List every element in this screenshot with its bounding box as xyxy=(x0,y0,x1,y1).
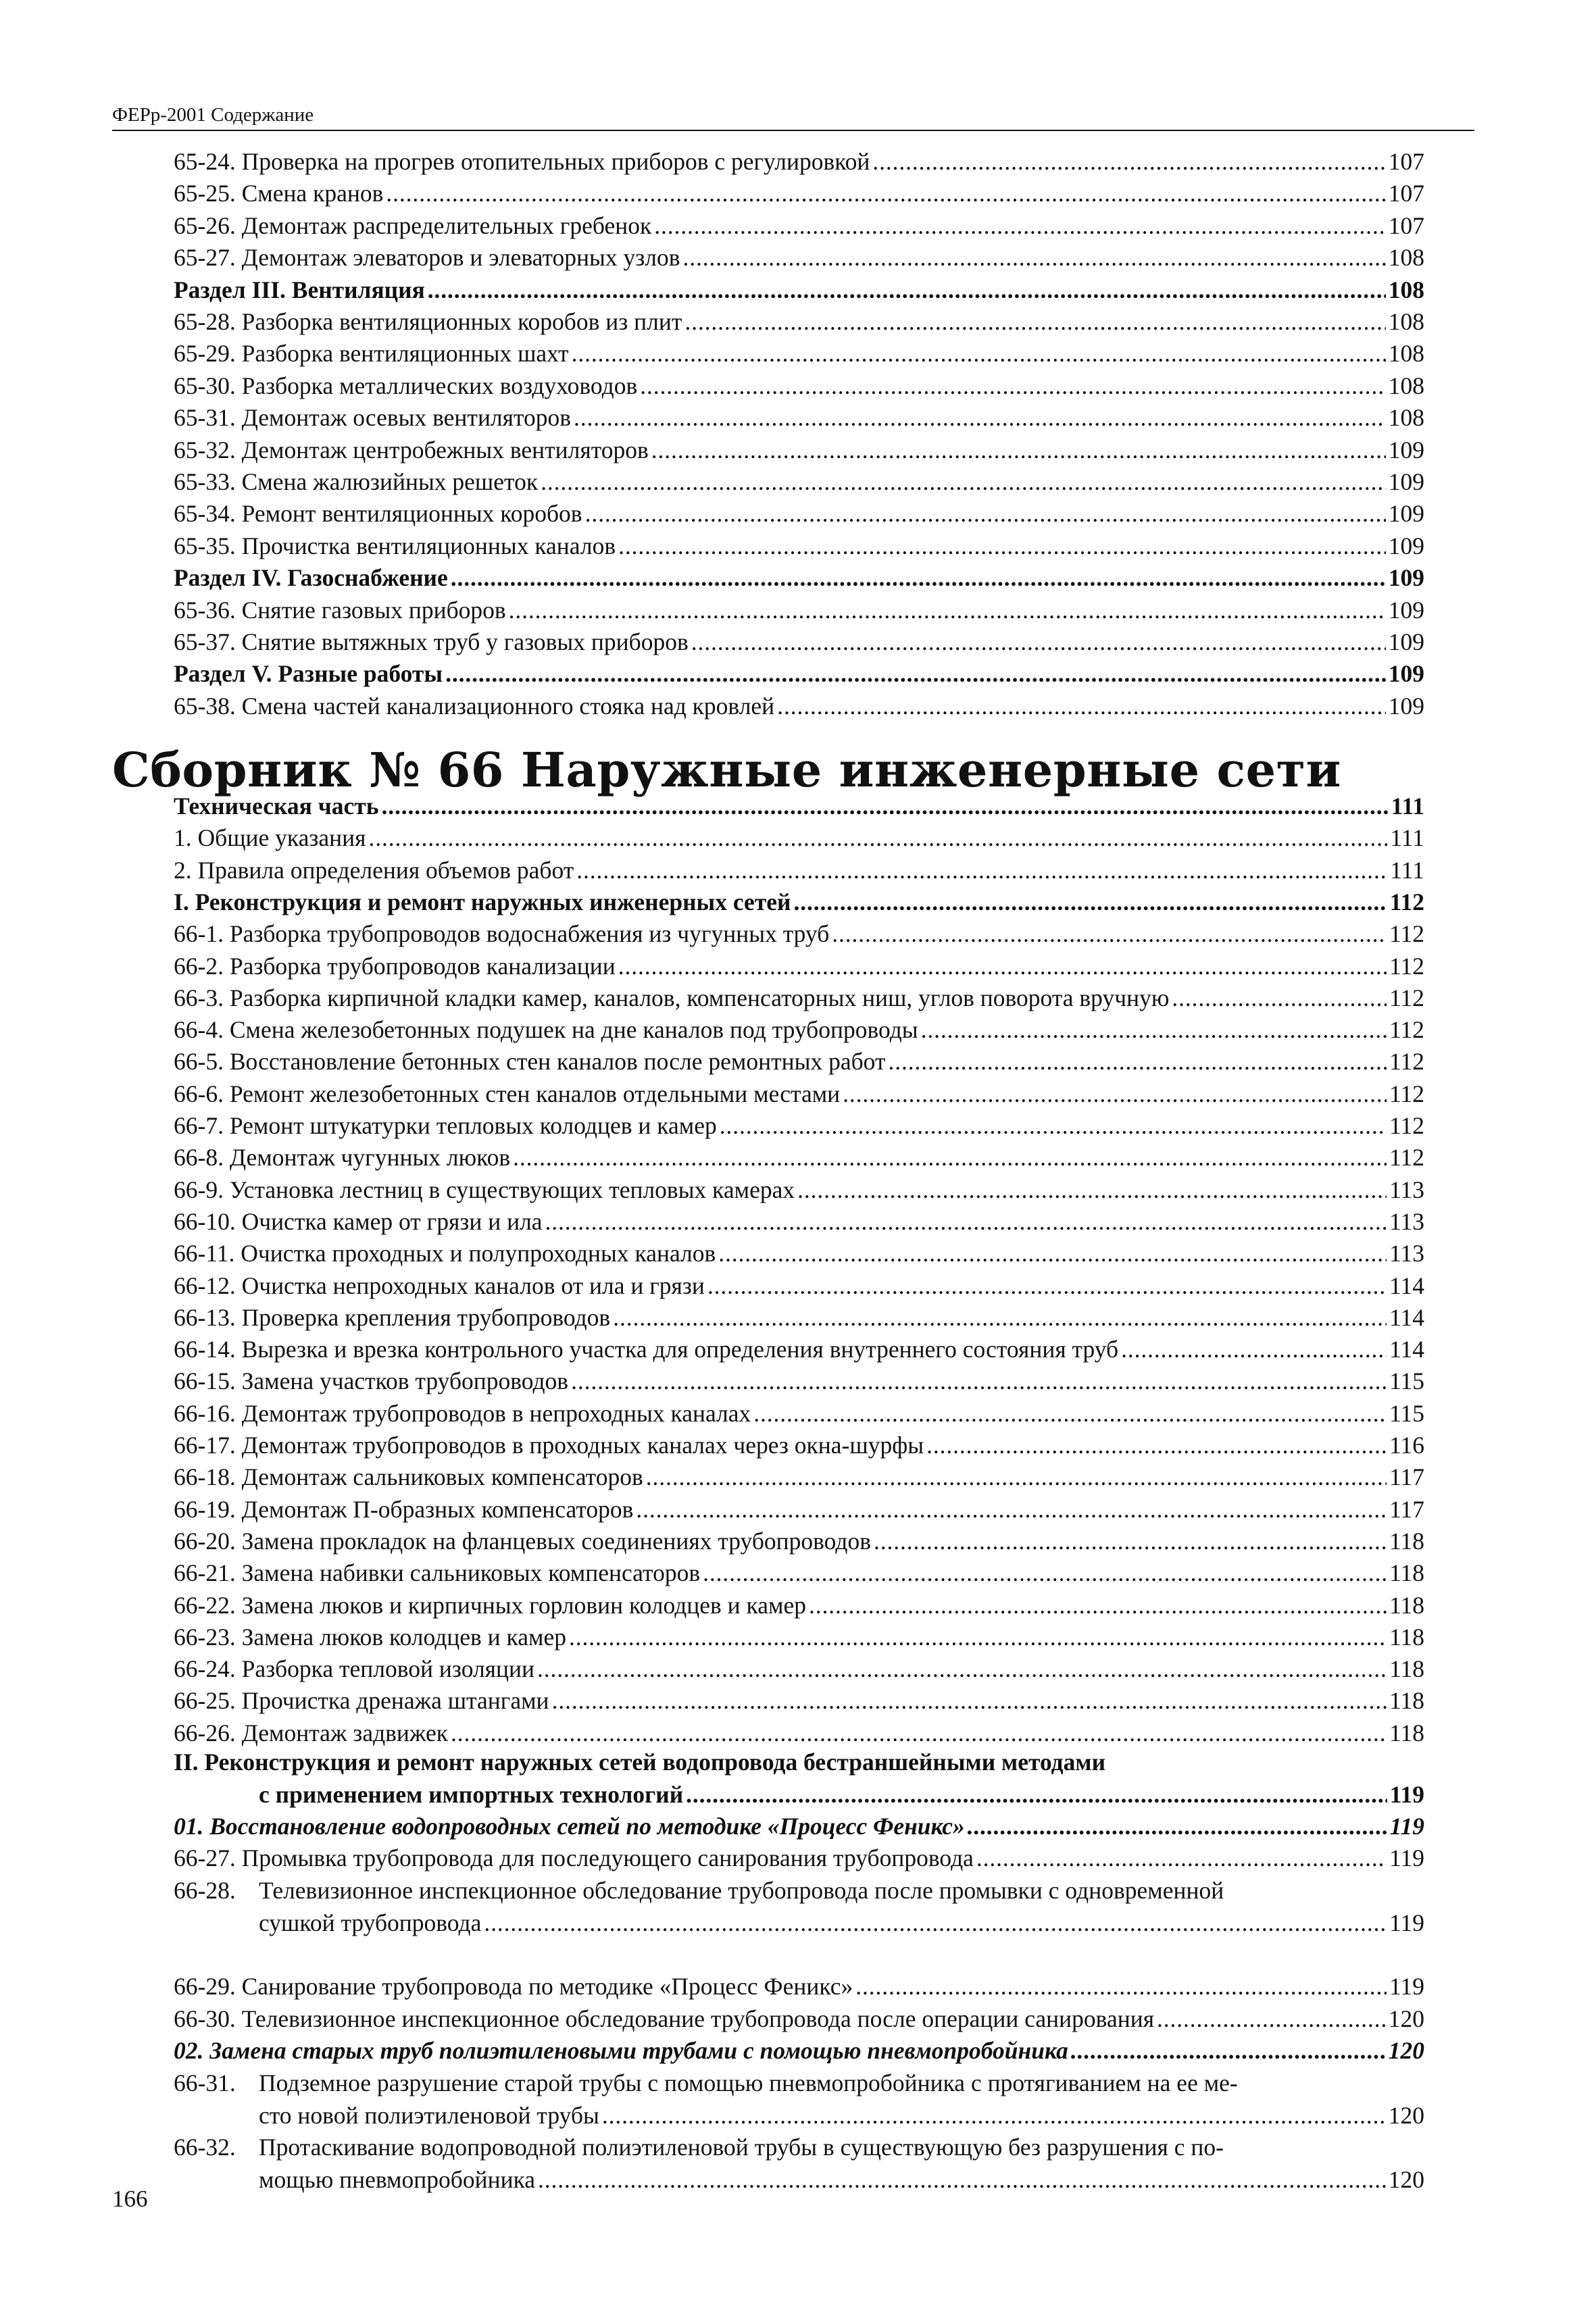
toc-entry-title: 65-34. Ремонт вентиляционных коробов xyxy=(174,500,582,527)
dot-leader xyxy=(369,822,1388,853)
toc-entry-title: мощью пневмопробойника xyxy=(259,2166,536,2193)
toc-entry-66-31-number: 66-31. xyxy=(174,2069,236,2096)
subsection-02 xyxy=(174,2035,1424,2066)
toc-entry-page: 112 xyxy=(1389,1144,1424,1171)
toc-entry-title: 66-2. Разборка трубопроводов канализации xyxy=(174,953,616,980)
toc-entry xyxy=(174,1110,1424,1141)
toc-entry-page: 115 xyxy=(1389,1367,1424,1394)
dot-leader xyxy=(574,402,1386,433)
dot-leader xyxy=(718,1238,1387,1269)
toc-entry-title: 66-14. Вырезка и врезка контрольного участка для определения внутреннего состояния труб xyxy=(174,1336,1119,1363)
dot-leader xyxy=(855,1971,1387,2002)
dot-leader xyxy=(451,562,1386,593)
toc-entry-page: 112 xyxy=(1389,888,1424,915)
toc-entry-title: 66-16. Демонтаж трубопроводов в непроходных каналах xyxy=(174,1400,751,1427)
dot-leader xyxy=(618,951,1387,982)
dot-leader xyxy=(686,1779,1387,1810)
toc-entry xyxy=(174,338,1424,369)
toc-entry-title: Раздел IV. Газоснабжение xyxy=(174,564,448,591)
toc-entry xyxy=(174,1078,1424,1109)
toc-entry-page: 112 xyxy=(1389,953,1424,980)
toc-entry xyxy=(174,1174,1424,1205)
dot-leader xyxy=(968,1811,1387,1842)
toc-entry-title: 66-8. Демонтаж чугунных люков xyxy=(174,1144,511,1171)
dot-leader xyxy=(654,210,1386,241)
toc-entry xyxy=(174,146,1424,177)
dot-leader xyxy=(484,1907,1387,1938)
toc-entry-title: 66-5. Восстановление бетонных стен каналов после ремонтных работ xyxy=(174,1048,886,1075)
toc-entry-page: 108 xyxy=(1388,404,1424,431)
toc-entry xyxy=(174,690,1424,722)
dot-leader xyxy=(926,1430,1387,1461)
toc-entry xyxy=(174,1302,1424,1333)
toc-entry-page: 107 xyxy=(1388,148,1424,175)
toc-entry-page: 119 xyxy=(1389,1844,1424,1871)
toc-entry xyxy=(174,918,1424,949)
toc-entry-page: 107 xyxy=(1388,212,1424,239)
toc-entry-title: 65-36. Снятие газовых приборов xyxy=(174,597,506,624)
toc-entry-page: 109 xyxy=(1388,532,1424,559)
toc-entry xyxy=(174,1461,1424,1492)
section-heading xyxy=(174,886,1424,917)
toc-entry-page: 113 xyxy=(1389,1240,1424,1267)
toc-entry-page: 118 xyxy=(1389,1624,1424,1651)
dot-leader xyxy=(572,338,1386,369)
dot-leader xyxy=(1172,982,1387,1013)
toc-entry-title: I. Реконструкция и ремонт наружных инженерных сетей xyxy=(174,888,791,915)
dot-leader xyxy=(513,1142,1387,1173)
subsection-01 xyxy=(174,1811,1424,1842)
toc-entry xyxy=(174,210,1424,241)
toc-entry-66-28 xyxy=(259,1907,1424,1938)
dot-leader xyxy=(569,1621,1387,1653)
dot-leader xyxy=(552,1685,1387,1716)
dot-leader xyxy=(428,274,1386,305)
toc-entry-title: Раздел V. Разные работы xyxy=(174,660,443,687)
dot-leader xyxy=(888,1046,1387,1077)
toc-entry xyxy=(174,1206,1424,1237)
toc-entry-page: 109 xyxy=(1388,660,1424,687)
toc-entry-title: 65-24. Проверка на прогрев отопительных приборов с регулировкой xyxy=(174,148,870,175)
toc-entry-page: 112 xyxy=(1389,1016,1424,1043)
toc-entry-title: 65-26. Демонтаж распределительных гребенок xyxy=(174,212,652,239)
toc-entry-title: 66-20. Замена прокладок на фланцевых соединениях трубопроводов xyxy=(174,1528,871,1555)
running-header: ФЕРр-2001 Содержание xyxy=(112,104,314,126)
toc-entry-title: 66-17. Демонтаж трубопроводов в проходных каналах через окна-шурфы xyxy=(174,1432,924,1459)
toc-entry-title: с применением импортных технологий xyxy=(259,1781,684,1808)
toc-entry xyxy=(174,595,1424,626)
toc-entry xyxy=(174,466,1424,497)
toc-entry-title: 66-11. Очистка проходных и полупроходных каналов xyxy=(174,1240,716,1267)
dot-leader xyxy=(691,626,1386,657)
dot-leader xyxy=(707,1270,1387,1301)
toc-entry-page: 118 xyxy=(1389,1528,1424,1555)
toc-entry-title: 65-37. Снятие вытяжных труб у газовых приборов xyxy=(174,628,689,655)
section-heading xyxy=(174,658,1424,689)
toc-entry-page: 108 xyxy=(1388,308,1424,335)
toc-entry-title: 65-27. Демонтаж элеваторов и элеваторных узлов xyxy=(174,244,680,271)
toc-entry-page: 119 xyxy=(1389,1781,1424,1808)
toc-entry-page: 119 xyxy=(1389,1909,1424,1936)
toc-entry-page: 112 xyxy=(1389,1048,1424,1075)
toc-entry-title: 66-12. Очистка непроходных каналов от ила и грязи xyxy=(174,1272,705,1299)
toc-entry-title: 65-25. Смена кранов xyxy=(174,180,384,207)
dot-leader xyxy=(538,2164,1386,2195)
dot-leader xyxy=(618,530,1386,561)
toc-entry-title: 66-19. Демонтаж П-образных компенсаторов xyxy=(174,1496,634,1523)
toc-entry-page: 108 xyxy=(1388,372,1424,399)
toc-entry-page: 119 xyxy=(1389,1813,1424,1840)
toc-entry-title: 66-26. Демонтаж задвижек xyxy=(174,1719,448,1746)
toc-entry-page: 111 xyxy=(1391,793,1424,820)
toc-entry-page: 112 xyxy=(1389,1112,1424,1139)
toc-entry-title: 65-28. Разборка вентиляционных коробов из плит xyxy=(174,308,682,335)
toc-entry xyxy=(174,1334,1424,1365)
toc-entry-title: сто новой полиэтиленовой трубы xyxy=(259,2102,599,2129)
dot-leader xyxy=(872,146,1385,177)
dot-leader xyxy=(793,886,1387,917)
toc-entry-page: 117 xyxy=(1389,1496,1424,1523)
toc-entry xyxy=(174,1557,1424,1588)
dot-leader xyxy=(576,855,1387,886)
toc-entry-page: 114 xyxy=(1389,1336,1424,1363)
toc-entry-title: 66-23. Замена люков колодцев и камер xyxy=(174,1624,566,1651)
toc-entry-title: 65-33. Смена жалюзийных решеток xyxy=(174,468,539,495)
toc-entry-title: 66-27. Промывка трубопровода для последующего санирования трубопровода xyxy=(174,1844,974,1871)
toc-entry xyxy=(174,1653,1424,1684)
toc-entry-title: 66-3. Разборка кирпичной кладки камер, каналов, компенсаторных ниш, углов поворота вручную xyxy=(174,984,1170,1011)
dot-leader xyxy=(976,1842,1387,1873)
toc-entry xyxy=(174,306,1424,337)
toc-entry-66-29 xyxy=(174,1971,1424,2002)
toc-entry xyxy=(174,1717,1424,1749)
toc-entry xyxy=(174,1526,1424,1557)
dot-leader xyxy=(445,658,1386,689)
dot-leader xyxy=(809,1590,1387,1621)
toc-entry xyxy=(174,530,1424,561)
dot-leader xyxy=(545,1206,1387,1237)
toc-entry-title: 01. Восстановление водопроводных сетей по методике «Процесс Феникс» xyxy=(174,1813,965,1840)
toc-entry-page: 109 xyxy=(1388,693,1424,720)
toc-entry-title: 66-29. Санирование трубопровода по методике «Процесс Феникс» xyxy=(174,1973,853,2000)
toc-entry-title: 2. Правила определения объемов работ xyxy=(174,857,574,884)
dot-leader xyxy=(537,1653,1387,1684)
toc-entry xyxy=(174,242,1424,273)
toc-entry-page: 116 xyxy=(1389,1432,1424,1459)
toc-entry xyxy=(174,626,1424,657)
toc-entry-66-28-number: 66-28. xyxy=(174,1877,236,1904)
dot-leader xyxy=(843,1078,1387,1109)
toc-entry xyxy=(174,951,1424,982)
toc-entry-page: 107 xyxy=(1388,180,1424,207)
toc-entry-page: 108 xyxy=(1388,276,1424,303)
toc-entry xyxy=(174,822,1424,853)
dot-leader xyxy=(585,498,1386,529)
toc-entry-66-32-number: 66-32. xyxy=(174,2134,236,2161)
toc-entry-title: 1. Общие указания xyxy=(174,824,366,851)
dot-leader xyxy=(1157,2003,1386,2034)
toc-entry-page: 109 xyxy=(1388,597,1424,624)
toc-entry xyxy=(174,1590,1424,1621)
toc-entry xyxy=(174,370,1424,401)
toc-entry-title: 66-15. Замена участков трубопроводов xyxy=(174,1367,569,1394)
dot-leader xyxy=(646,1461,1387,1492)
toc-entry xyxy=(174,1238,1424,1269)
toc-entry-66-31-line1: Подземное разрушение старой трубы с помощью пневмопробойника с протягиванием на ее ме- xyxy=(259,2069,1238,2096)
toc-entry-page: 118 xyxy=(1389,1592,1424,1619)
toc-entry-page: 109 xyxy=(1388,436,1424,463)
section-heading xyxy=(174,562,1424,593)
section-ii-heading-line1: II. Реконструкция и ремонт наружных сетей водопровода бестраншейными методами xyxy=(174,1749,1106,1776)
toc-entry-title: 65-31. Демонтаж осевых вентиляторов xyxy=(174,404,572,431)
dot-leader xyxy=(509,595,1386,626)
dot-leader xyxy=(777,690,1386,722)
toc-entry-page: 120 xyxy=(1388,2037,1424,2064)
toc-entry xyxy=(174,1621,1424,1653)
toc-entry-page: 114 xyxy=(1389,1304,1424,1331)
toc-entry-title: 66-18. Демонтаж сальниковых компенсаторов xyxy=(174,1463,643,1490)
toc-entry xyxy=(174,402,1424,433)
toc-entry-title: 66-22. Замена люков и кирпичных горловин колодцев и камер xyxy=(174,1592,806,1619)
dot-leader xyxy=(684,306,1385,337)
toc-entry-page: 120 xyxy=(1388,2166,1424,2193)
toc-entry-title: 65-29. Разборка вентиляционных шахт xyxy=(174,340,569,367)
toc-entry-page: 120 xyxy=(1388,2005,1424,2032)
toc-entry-page: 109 xyxy=(1388,564,1424,591)
toc-entry-page: 118 xyxy=(1389,1655,1424,1682)
toc-entry-title: 65-30. Разборка металлических воздуховодов xyxy=(174,372,638,399)
toc-entry xyxy=(174,1142,1424,1173)
dot-leader xyxy=(703,1557,1387,1588)
toc-entry-page: 109 xyxy=(1388,500,1424,527)
dot-leader xyxy=(571,1365,1387,1397)
toc-entry-title: 66-30. Телевизионное инспекционное обследование трубопровода после операции санирования xyxy=(174,2005,1155,2032)
toc-entry xyxy=(174,434,1424,466)
toc-entry-66-28-line1: Телевизионное инспекционное обследование трубопровода после промывки с одновременной xyxy=(259,1877,1224,1904)
toc-entry-66-31 xyxy=(259,2100,1424,2131)
toc-entry-title: 65-32. Демонтаж центробежных вентиляторов xyxy=(174,436,649,463)
toc-entry-page: 118 xyxy=(1389,1687,1424,1714)
toc-entry-title: 65-38. Смена частей канализационного стояка над кровлей xyxy=(174,693,775,720)
dot-leader xyxy=(720,1110,1387,1141)
toc-entry-title: 66-24. Разборка тепловой изоляции xyxy=(174,1655,535,1682)
toc-entry-66-30 xyxy=(174,2003,1424,2034)
toc-entry xyxy=(174,178,1424,209)
toc-entry-page: 114 xyxy=(1389,1272,1424,1299)
toc-entry-title: Раздел III. Вентиляция xyxy=(174,276,425,303)
dot-leader xyxy=(832,918,1387,949)
toc-entry xyxy=(174,1430,1424,1461)
toc-entry-title: 66-10. Очистка камер от грязи и ила xyxy=(174,1208,543,1235)
toc-entry-title: 66-7. Ремонт штукатурки тепловых колодцев и камер xyxy=(174,1112,717,1139)
toc-entry-title: 66-4. Смена железобетонных подушек на дне каналов под трубопроводы xyxy=(174,1016,918,1043)
toc-entry-page: 112 xyxy=(1389,920,1424,947)
collection-title: Сборник № 66 Наружные инженерные сети xyxy=(112,742,1341,798)
dot-leader xyxy=(602,2100,1386,2131)
toc-entry xyxy=(174,1046,1424,1077)
dot-leader xyxy=(541,466,1386,497)
dot-leader xyxy=(451,1717,1387,1749)
dot-leader xyxy=(651,434,1386,466)
page-number: 166 xyxy=(112,2186,148,2212)
section-heading xyxy=(174,274,1424,305)
toc-entry-page: 112 xyxy=(1389,1080,1424,1107)
dot-leader xyxy=(1121,1334,1387,1365)
dot-leader xyxy=(386,178,1385,209)
toc-entry-title: 66-9. Установка лестниц в существующих тепловых камерах xyxy=(174,1176,795,1203)
toc-entry xyxy=(174,498,1424,529)
dot-leader xyxy=(683,242,1386,273)
toc-entry-page: 115 xyxy=(1389,1400,1424,1427)
toc-entry-page: 108 xyxy=(1388,244,1424,271)
toc-entry-page: 113 xyxy=(1389,1176,1424,1203)
toc-entry-title: 02. Замена старых труб полиэтиленовыми трубами с помощью пневмопробойника xyxy=(174,2037,1068,2064)
toc-entry-page: 117 xyxy=(1389,1463,1424,1490)
toc-entry-page: 109 xyxy=(1388,628,1424,655)
dot-leader xyxy=(874,1526,1387,1557)
toc-entry-page: 111 xyxy=(1390,824,1424,851)
toc-entry xyxy=(174,855,1424,886)
dot-leader xyxy=(753,1398,1387,1429)
dot-leader xyxy=(640,370,1386,401)
dot-leader xyxy=(613,1302,1387,1333)
toc-entry xyxy=(174,1494,1424,1525)
toc-entry-page: 108 xyxy=(1388,340,1424,367)
dot-leader xyxy=(797,1174,1387,1205)
toc-entry-title: сушкой трубопровода xyxy=(259,1909,482,1936)
toc-entry xyxy=(174,1685,1424,1716)
toc-entry xyxy=(174,1270,1424,1301)
toc-entry-title: 66-13. Проверка крепления трубопроводов xyxy=(174,1304,611,1331)
toc-entry-66-27 xyxy=(174,1842,1424,1873)
toc-entry-66-32-line1: Протаскивание водопроводной полиэтиленовой трубы в существующую без разрушения с по- xyxy=(259,2134,1224,2161)
toc-entry-page: 119 xyxy=(1389,1973,1424,2000)
dot-leader xyxy=(921,1014,1387,1045)
toc-entry-title: Техническая часть xyxy=(174,793,379,820)
header-rule xyxy=(112,130,1474,131)
section-ii-heading xyxy=(259,1779,1424,1810)
toc-entry-title: 66-1. Разборка трубопроводов водоснабжения из чугунных труб xyxy=(174,920,830,947)
toc-entry xyxy=(174,1014,1424,1045)
dot-leader xyxy=(636,1494,1387,1525)
toc-entry-title: 66-6. Ремонт железобетонных стен каналов отдельными местами xyxy=(174,1080,841,1107)
toc-entry-page: 118 xyxy=(1389,1719,1424,1746)
toc-entry-title: 66-21. Замена набивки сальниковых компенсаторов xyxy=(174,1559,701,1586)
toc-entry xyxy=(174,982,1424,1013)
toc-entry-title: 66-25. Прочистка дренажа штангами xyxy=(174,1687,549,1714)
toc-entry-page: 112 xyxy=(1389,984,1424,1011)
dot-leader xyxy=(1071,2035,1386,2066)
toc-entry xyxy=(174,1398,1424,1429)
toc-entry-page: 118 xyxy=(1389,1559,1424,1586)
toc-entry-page: 109 xyxy=(1388,468,1424,495)
toc-entry-66-32 xyxy=(259,2164,1424,2195)
toc-entry-page: 120 xyxy=(1388,2102,1424,2129)
toc-entry-page: 113 xyxy=(1389,1208,1424,1235)
toc-entry-title: 65-35. Прочистка вентиляционных каналов xyxy=(174,532,616,559)
toc-entry xyxy=(174,1365,1424,1397)
toc-entry-page: 111 xyxy=(1390,857,1424,884)
